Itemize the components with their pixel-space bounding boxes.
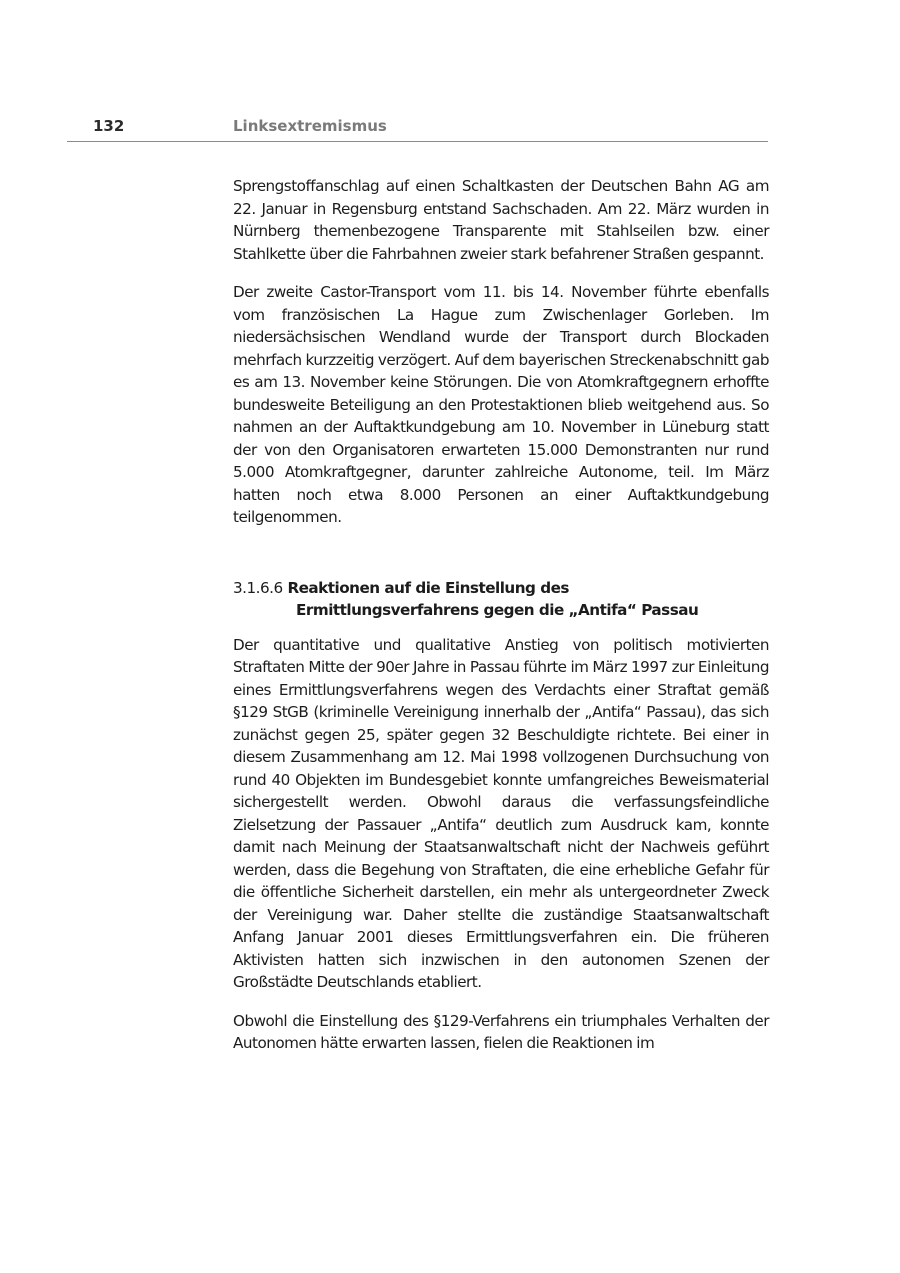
paragraph: Der quantitative und qualitative Anstieg von politisch motivierten Straftaten Mitte der 90er Jahre in Passau führte im März 1997 zur Einleitung eines Ermittlungsverfahrens wegen des Verdachts einer Straftat gemäß §129 StGB (kriminelle Vereinigung innerhalb der „Antifa“ Passau), das sich zunächst gegen 25, später gegen 32 Beschuldigte richtete. Bei einer in diesem Zusammenhang am 12. Mai 1998 vollzogenen Durchsuchung von rund 40 Objekten im Bundesgebiet konnte umfangreiches Beweismaterial sichergestellt werden. Obwohl daraus die verfassungsfeindliche Zielsetzung der Passauer „Antifa“ deutlich zum Ausdruck kam, konnte damit nach Meinung der Staatsanwaltschaft nicht der Nachweis geführt werden, dass die Begehung von Straftaten, die eine erhebliche Gefahr für die öffentliche Sicherheit darstellen, ein mehr als untergeordneter Zweck der Vereinigung war. Daher stellte die zuständige Staatsanwaltschaft Anfang Januar 2001 dieses Ermittlungsverfahren ein. Die früheren Aktivisten hatten sich inzwischen in den autonomen Szenen der Großstädte Deutschlands etabliert. xyxy=(233,635,769,991)
page-number: 132 xyxy=(93,117,125,135)
paragraph: Der zweite Castor-Transport vom 11. bis 14. November führte ebenfalls vom französischen La Hague zum Zwischenlager Gorleben. Im niedersächsischen Wendland wurde der Transport durch Blockaden mehrfach kurzzeitig verzögert. Auf dem bayerischen Streckenabschnitt gab es am 13. November keine Störungen. Die von Atomkraftgegnern erhoffte bundesweite Beteiligung an den Protestaktionen blieb weitgehend aus. So nahmen an der Auftaktkundgebung am 10. November in Lüneburg statt der von den Organisatoren erwarteten 15.000 Demonstranten nur rund 5.000 Atomkraftgegner, darunter zahlreiche Autonome, teil. Im März hatten noch etwa 8.000 Personen an einer Auftaktkundgebung teilgenommen. xyxy=(233,283,769,526)
running-head: Linksextremismus xyxy=(233,117,387,135)
section-number: 3.1.6.6 xyxy=(233,578,283,597)
body-text xyxy=(233,175,769,1055)
section-heading xyxy=(233,577,769,622)
section-title-line2: Ermittlungsverfahrens gegen die „Antifa“ Passau xyxy=(296,601,699,619)
page-header xyxy=(67,116,768,142)
section-title-line1: Reaktionen auf die Einstellung des xyxy=(287,578,569,597)
paragraph: Obwohl die Einstellung des §129-Verfahrens ein triumphales Verhalten der Autonomen hätte erwarten lassen, fielen die Reaktionen im xyxy=(233,1011,769,1052)
paragraph: Sprengstoffanschlag auf einen Schaltkasten der Deutschen Bahn AG am 22. Januar in Regensburg entstand Sachschaden. Am 22. März wurden in Nürnberg themenbezogene Transparente mit Stahlseilen bzw. einer Stahlkette über die Fahrbahnen zweier stark befahrener Straßen gespannt. xyxy=(233,177,769,263)
